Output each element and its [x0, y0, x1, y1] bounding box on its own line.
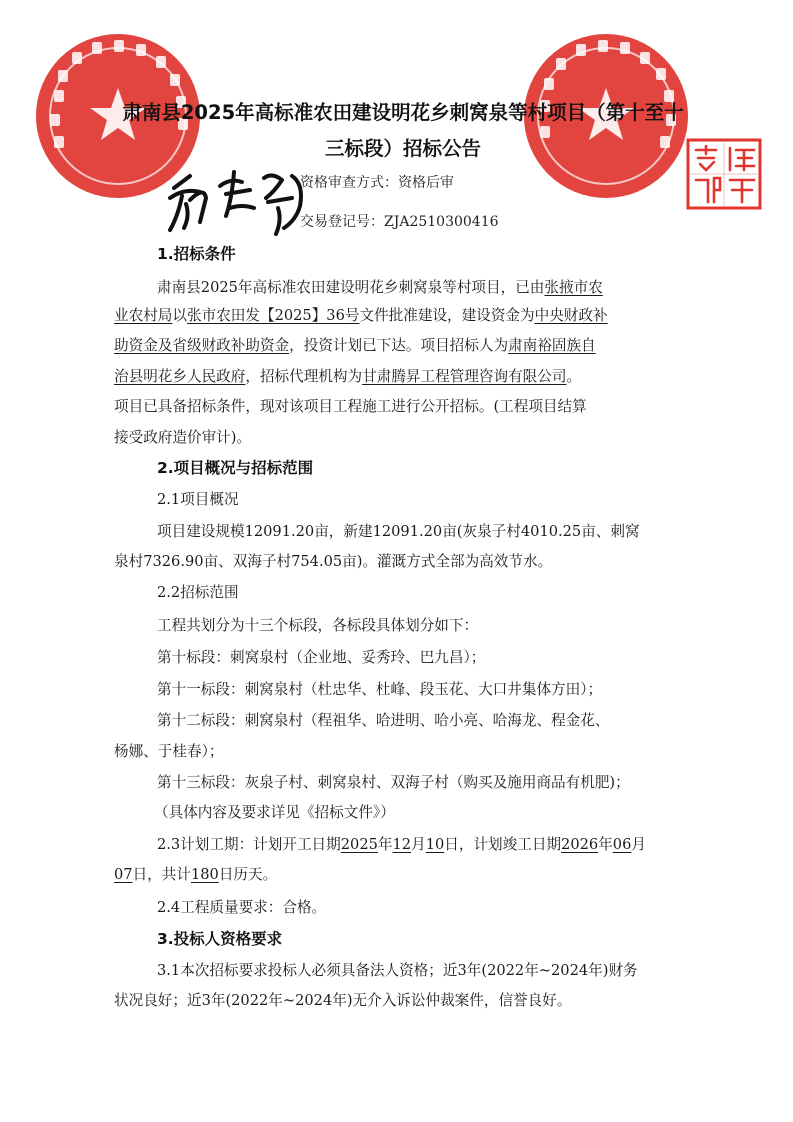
qualification-line-2: 状况良好；近3年(2022年~2024年)无介入诉讼仲裁案件，信誉良好。 — [114, 992, 572, 1009]
handwritten-signature — [160, 158, 320, 244]
section-2-heading: 2.项目概况与招标范围 — [157, 459, 314, 477]
overview-line-1: 项目建设规模12091.20亩，新建12091.20亩(灰泉子村4010.25亩、刺窝 — [157, 523, 640, 540]
lot-12-line-2: 杨娜、于桂春）； — [114, 743, 224, 760]
section-1-line-1: 肃南县2025年高标准农田建设明花乡刺窝泉等村项目，已由张掖市农 — [157, 279, 603, 296]
section-1-heading: 1.招标条件 — [157, 245, 236, 263]
section-1-line-3: 助资金及省级财政补助资金，投资计划已下达。项目招标人为肃南裕固族自 — [114, 337, 596, 354]
lot-12-line-1: 第十二标段：刺窝泉村（程祖华、哈进明、哈小亮、哈海龙、程金花、 — [157, 712, 610, 729]
document-title-line-1: 肃南县2025年高标准农田建设明花乡刺窝泉等村项目（第十至十 — [122, 101, 684, 124]
scope-intro: 工程共划分为十三个标段，各标段具体划分如下： — [157, 617, 479, 634]
lot-13: 第十三标段：灰泉子村、刺窝泉村、双海子村（购买及施用商品有机肥)； — [157, 774, 630, 791]
qualification-line-1: 3.1本次招标要求投标人必须具备法人资格；近3年(2022年~2024年)财务 — [157, 962, 638, 979]
schedule-line-2: 07日，共计180日历天。 — [114, 866, 278, 883]
document-title-line-2: 三标段）招标公告 — [324, 137, 481, 160]
section-3-heading: 3.投标人资格要求 — [157, 930, 283, 948]
section-1-line-5: 项目已具备招标条件，现对该项目工程施工进行公开招标。(工程项目结算 — [114, 398, 587, 415]
section-1-line-2: 业农村局以张市农田发【2025】36号文件批准建设，建设资金为中央财政补 — [114, 307, 608, 324]
overview-line-2: 泉村7326.90亩、双海子村754.05亩)。灌溉方式全部为高效节水。 — [114, 553, 553, 570]
lot-11: 第十一标段：刺窝泉村（杜忠华、杜峰、段玉花、大口井集体方田）； — [157, 681, 603, 698]
quality-requirement: 2.4工程质量要求：合格。 — [157, 899, 327, 916]
section-1-line-6: 接受政府造价审计)。 — [114, 429, 252, 446]
section-1-line-4: 治县明花乡人民政府，招标代理机构为甘肃腾昇工程管理咨询有限公司。 — [114, 368, 582, 385]
lot-10: 第十标段：刺窝泉村（企业地、妥秀玲、巴九昌）； — [157, 649, 486, 666]
registration-number: 交易登记号：ZJA2510300416 — [300, 214, 499, 230]
subsection-2-1: 2.1项目概况 — [157, 491, 239, 508]
subsection-2-2: 2.2招标范围 — [157, 584, 239, 601]
schedule-line-1: 2.3计划工期：计划开工日期2025年12月10日，计划竣工日期2026年06月 — [157, 836, 646, 853]
review-method: 资格审查方式：资格后审 — [300, 175, 454, 191]
lot-note: （具体内容及要求详见《招标文件》） — [154, 804, 395, 821]
